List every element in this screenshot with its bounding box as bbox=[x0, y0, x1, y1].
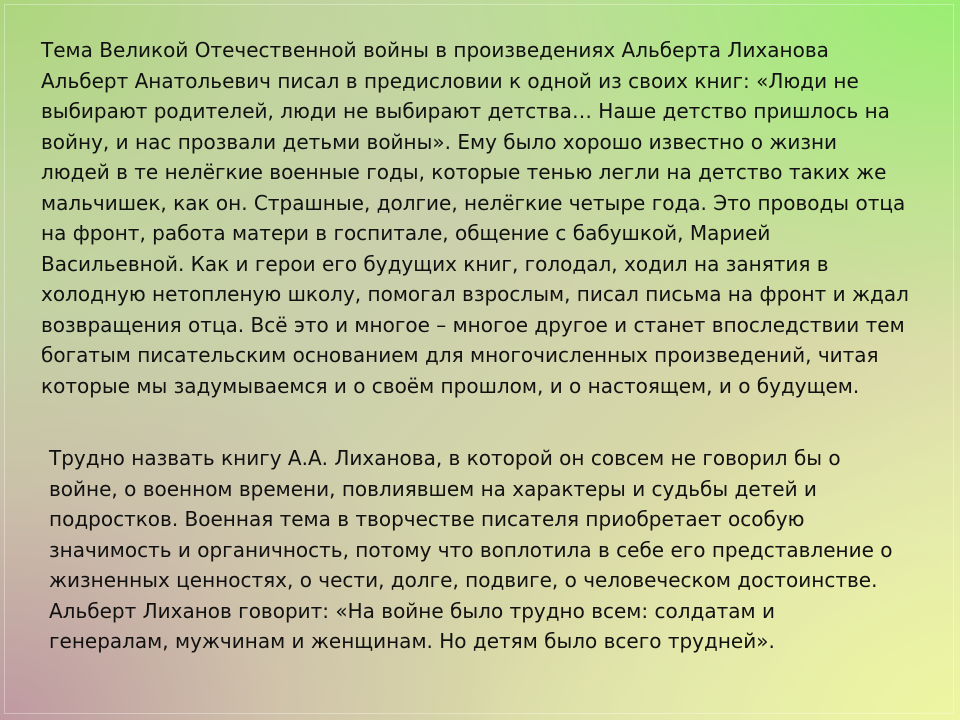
quote-paragraph: Трудно назвать книгу А.А. Лиханова, в которой он совсем не говорил бы о войне, о военном времени, повлиявшем на характеры и судьбы детей и подростков. Военная тема в творчестве писателя приобретает особую значимость и органичность, потому что воплотила в себе его представление о жизненных ценностях, о чести, долге, подвиге, о человеческом достоинстве. Альберт Лиханов говорит: «На войне было трудно всем: солдатам и генералам, мужчинам и женщинам. Но детям было всего трудней». bbox=[49, 446, 893, 653]
intro-paragraph: Тема Великой Отечественной войны в произведениях Альберта Лиханова Альберт Анатольевич писал в предисловии к одной из своих книг: «Люди не выбирают родителей, люди не выбирают детства… Наше детство пришлось на войну, и нас прозвали детьми войны». Ему было хорошо известно о жизни людей в те нелёгкие военные годы, которые тенью легли на детство таких же мальчишек, как он. Страшные, долгие, нелёгкие четыре года. Это проводы отца на фронт, работа матери в госпитале, общение с бабушкой, Марией Васильевной. Как и герои его будущих книг, голодал, ходил на занятия в холодную нетопленую школу, помогал взрослым, писал письма на фронт и ждал возвращения отца. Всё это и многое – многое другое и станет впоследствии тем богатым писательским основанием для многочисленных произведений, читая которые мы задумываемся и о своём прошлом, и о настоящем, и о будущем. bbox=[41, 38, 909, 398]
